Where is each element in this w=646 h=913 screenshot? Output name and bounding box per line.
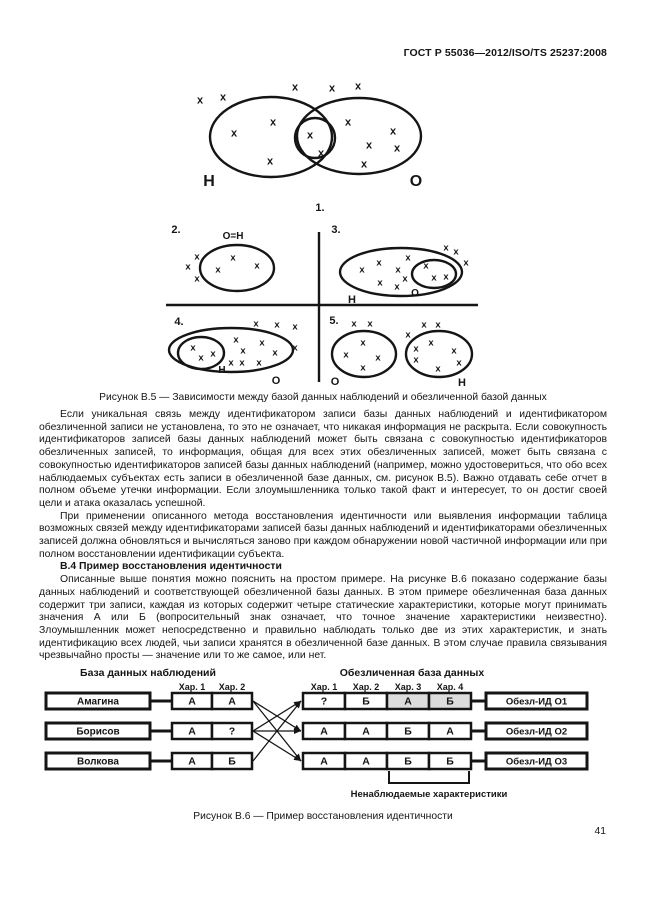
- x-mark: х: [256, 357, 262, 369]
- x-mark: х: [210, 348, 216, 360]
- x-mark: х: [269, 116, 277, 129]
- person-name: Амагина: [77, 696, 119, 708]
- observed-row-2: [46, 723, 252, 739]
- x-mark: х: [402, 273, 408, 285]
- cell-value: А: [362, 725, 370, 738]
- x-mark: х: [291, 81, 299, 94]
- right-column-header: Хар. 4: [436, 682, 464, 692]
- cell-value: А: [188, 725, 196, 738]
- x-mark: х: [365, 139, 373, 152]
- cell-value: А: [320, 755, 328, 768]
- x-mark: х: [219, 91, 227, 104]
- right-db-title: Обезличенная база данных: [339, 667, 485, 679]
- cell-value: Б: [446, 695, 454, 708]
- diagram-number: 2.: [171, 224, 181, 236]
- document-header: ГОСТ Р 55036—2012/ISO/TS 25237:2008: [403, 47, 607, 59]
- pseudonymized-row-1: [303, 693, 587, 709]
- x-mark: х: [259, 337, 265, 349]
- x-mark: х: [451, 345, 457, 357]
- x-mark: х: [377, 277, 383, 289]
- paragraph-3: Описанные выше понятия можно пояснить на простом примере. На рисунке В.6 показано содержание базы данных наблюдений и соответствующей обезличенной базы данных. В этом примере обезличенная база данных содержит три записи, каждая из которых содержит четыре статические характеристики, которые могут принимать значения А или Б (вопросительный знак означает, что точное значение характеристики неизвестно). Злоумышленник может непосредственно и правильно наблюдать только две из этих характеристик, и знать идентификацию всех людей, чьи записи хранятся в обезличенной базе данных. В этом случае правила связывания чрезвычайно просты — значение или то же самое, или нет.: [39, 574, 607, 662]
- paragraph-1: Если уникальная связь между идентификатором записи базы данных наблюдений и идентификатором обезличенной записи не установлена, то это не означает, что никакая информация не раскрыта. Если совокупность идентификаторов записей базы данных наблюдений может быть связана с совокупностью идентификаторов обезличенных записей, то информация, общая для всех этих обезличенных записей, может быть связана с совокупностью идентификаторов записей базы данных наблюдений (например, можно удостовериться, что обо всех наблюдаемых субъектах есть записи в обезличенной базе данных, см. рисунок В.5). Важно отдавать себе отчет в полном объеме утечки информации. Если злоумышленника только такой факт и интересует, то он достиг своей цели и атака оказалась успешной.: [39, 409, 607, 509]
- cell-value: ?: [228, 725, 236, 738]
- fig-b5-diagram-5: [329, 315, 472, 389]
- x-mark: х: [272, 347, 278, 359]
- pseudo-id-label: Обезл-ИД О2: [505, 726, 568, 738]
- x-mark: х: [230, 127, 238, 140]
- x-mark: х: [239, 357, 245, 369]
- diagram-number: 4.: [174, 316, 184, 328]
- figure-b5: [166, 81, 478, 390]
- pseudo-id-label: Обезл-ИД О3: [505, 756, 568, 768]
- cell-value: А: [188, 755, 196, 768]
- x-mark: х: [328, 82, 336, 95]
- identity-links: [253, 701, 301, 761]
- set-label: Н: [348, 294, 356, 306]
- x-mark: х: [359, 264, 365, 276]
- figure-b5-caption: Рисунок В.5 — Зависимости между базой данных наблюдений и обезличенной базой данных: [99, 392, 547, 403]
- cell-value: А: [362, 755, 370, 768]
- fig-b5-diagram-2: [171, 224, 274, 291]
- x-mark: х: [421, 319, 427, 331]
- x-mark: х: [266, 155, 274, 168]
- x-mark: х: [367, 318, 373, 330]
- x-mark: х: [413, 343, 419, 355]
- diagram-number: 5.: [329, 315, 339, 327]
- set-label: Н: [458, 377, 466, 389]
- x-mark: х: [254, 260, 260, 272]
- x-mark: х: [431, 272, 437, 284]
- x-mark: х: [376, 257, 382, 269]
- diagram-number: 3.: [331, 224, 341, 236]
- page-number: 41: [594, 826, 606, 837]
- x-mark: х: [196, 94, 204, 107]
- x-mark: х: [375, 352, 381, 364]
- cell-value: ?: [320, 695, 328, 708]
- figure-b6: [46, 667, 587, 800]
- x-mark: х: [423, 260, 429, 272]
- x-mark: х: [405, 329, 411, 341]
- x-mark: х: [360, 158, 368, 171]
- venn-ellipse: [200, 245, 274, 291]
- body-text: [39, 409, 607, 663]
- x-mark: х: [360, 362, 366, 374]
- set-label: О: [330, 376, 340, 388]
- x-mark: х: [405, 252, 411, 264]
- observed-row-1: [46, 693, 252, 709]
- diagram-number: 1.: [315, 202, 325, 214]
- set-label: Н: [218, 365, 226, 376]
- x-mark: х: [443, 271, 449, 283]
- set-label: О=Н: [222, 231, 244, 242]
- paragraph-2: При применении описанного метода восстановления идентичности или выявления информации таблица возможных связей между идентификаторами записей базы данных наблюдений и идентификаторами обезличенных записей должна обновляться и вычисляться заново при каждом обнаружении новой частичной информации или при полном восстановлении идентификации субъекта.: [39, 510, 607, 560]
- cell-value: А: [320, 725, 328, 738]
- pseudo-id-label: Обезл-ИД О1: [505, 696, 568, 708]
- cell-value: А: [404, 695, 412, 708]
- fig-b5-diagram-3: [331, 224, 469, 306]
- x-mark: х: [240, 345, 246, 357]
- x-mark: х: [393, 142, 401, 155]
- pseudonymized-row-3: [303, 753, 587, 769]
- x-mark: х: [306, 129, 314, 142]
- x-mark: х: [389, 125, 397, 138]
- x-mark: х: [233, 334, 239, 346]
- cell-value: Б: [404, 755, 412, 768]
- venn-ellipse: [297, 98, 421, 174]
- x-mark: х: [253, 318, 259, 330]
- fig-b5-diagram-4: [169, 316, 298, 387]
- pseudonymized-row-2: [303, 723, 587, 739]
- x-mark: х: [453, 246, 459, 258]
- x-mark: х: [194, 273, 200, 285]
- right-column-header: Хар. 1: [310, 682, 338, 692]
- cell-value: Б: [228, 755, 236, 768]
- cell-value: Б: [446, 755, 454, 768]
- x-mark: х: [215, 264, 221, 276]
- set-label: О: [409, 173, 423, 190]
- person-name: Борисов: [76, 726, 120, 738]
- set-label: Н: [203, 173, 215, 190]
- x-mark: х: [351, 318, 357, 330]
- cell-value: А: [446, 725, 454, 738]
- x-mark: х: [428, 337, 434, 349]
- x-mark: х: [194, 251, 200, 263]
- right-column-header: Хар. 2: [352, 682, 380, 692]
- x-mark: х: [198, 352, 204, 364]
- observed-row-3: [46, 753, 252, 769]
- left-column-header: Хар. 2: [218, 682, 246, 692]
- section-heading: В.4 Пример восстановления идентичности: [60, 561, 282, 573]
- cell-value: А: [188, 695, 196, 708]
- x-mark: х: [190, 342, 196, 354]
- x-mark: х: [395, 264, 401, 276]
- cell-value: Б: [362, 695, 370, 708]
- x-mark: х: [435, 319, 441, 331]
- x-mark: х: [463, 257, 469, 269]
- x-mark: х: [185, 261, 191, 273]
- x-mark: х: [435, 363, 441, 375]
- x-mark: х: [343, 349, 349, 361]
- set-label: О: [271, 375, 281, 387]
- x-mark: х: [456, 357, 462, 369]
- unobserved-bracket: [389, 771, 469, 783]
- x-mark: х: [317, 147, 325, 160]
- unobserved-label: Ненаблюдаемые характеристики: [350, 789, 508, 800]
- left-column-header: Хар. 1: [178, 682, 206, 692]
- right-column-header: Хар. 3: [394, 682, 422, 692]
- x-mark: х: [443, 242, 449, 254]
- x-mark: х: [344, 116, 352, 129]
- left-db-title: База данных наблюдений: [80, 667, 216, 679]
- x-mark: х: [360, 337, 366, 349]
- x-mark: х: [292, 342, 298, 354]
- figure-b6-caption: Рисунок В.6 — Пример восстановления идентичности: [193, 811, 453, 822]
- x-mark: х: [292, 321, 298, 333]
- x-mark: х: [230, 252, 236, 264]
- x-mark: х: [274, 319, 280, 331]
- cell-value: Б: [404, 725, 412, 738]
- x-mark: х: [413, 354, 419, 366]
- cell-value: А: [228, 695, 236, 708]
- set-label: О: [411, 288, 419, 299]
- x-mark: х: [228, 357, 234, 369]
- fig-b5-diagram-1: [197, 81, 422, 215]
- link-line: [253, 731, 301, 761]
- venn-ellipse: [295, 118, 335, 158]
- x-mark: х: [394, 281, 400, 293]
- person-name: Волкова: [77, 756, 119, 768]
- x-mark: х: [354, 80, 362, 93]
